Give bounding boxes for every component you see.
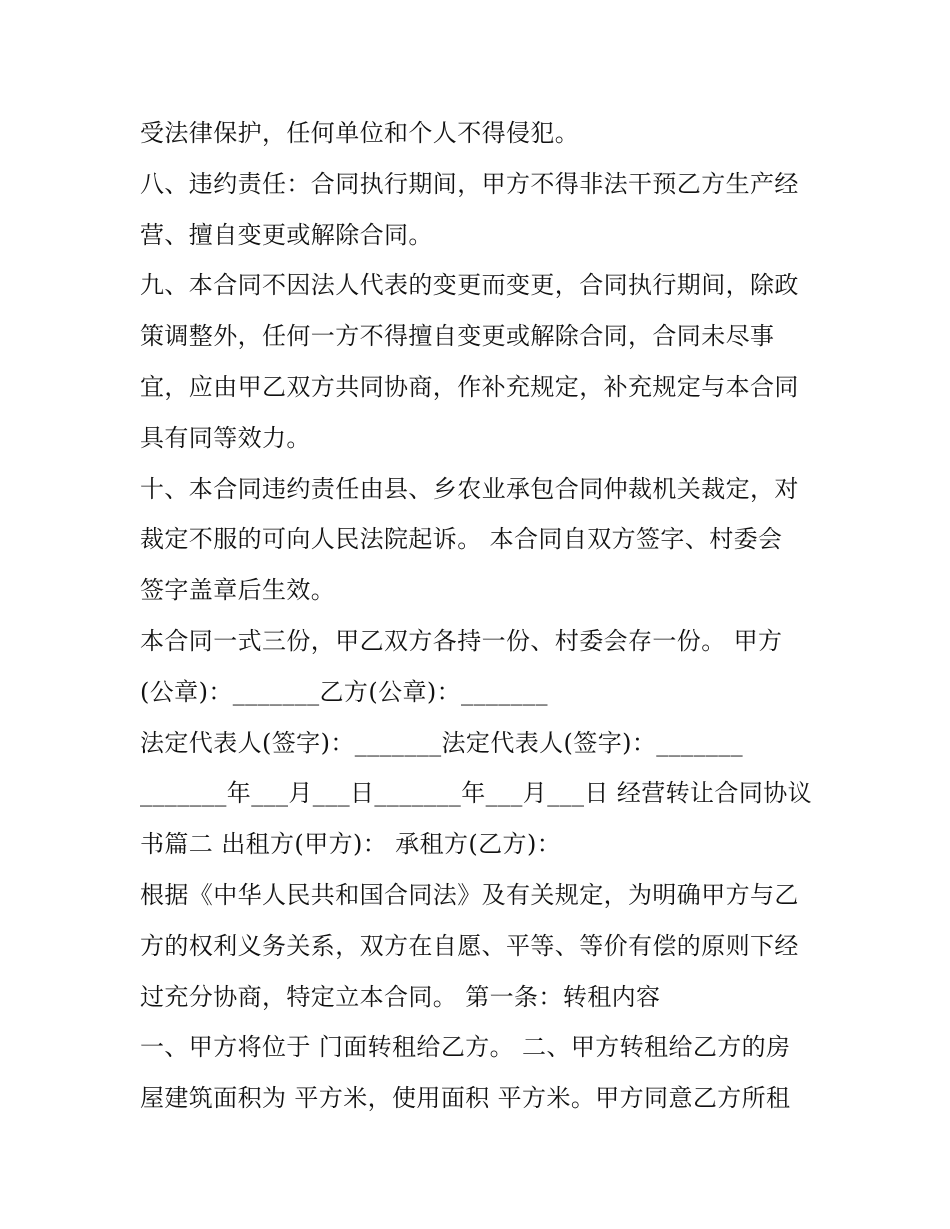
text-line: 八、违约责任：合同执行期间，甲方不得非法干预乙方生产经 [140,169,799,198]
text-line: 营、擅自变更或解除合同。 [140,220,433,249]
text-line: 策调整外，任何一方不得擅自变更或解除合同，合同未尽事 [140,322,775,351]
text-line: 一、甲方将位于 门面转租给乙方。 二、甲方转租给乙方的房 [140,1033,791,1062]
text-line: 裁定不服的可向人民法院起诉。 本合同自双方签字、村委会 [140,525,783,554]
text-line: 本合同一式三份，甲乙双方各持一份、村委会存一份。 甲方 [140,626,783,655]
text-line: 十、本合同违约责任由县、乡农业承包合同仲裁机关裁定，对 [140,474,799,503]
text-line: 根据《中华人民共和国合同法》及有关规定，为明确甲方与乙 [140,880,799,909]
text-line: 过充分协商，特定立本合同。 第一条：转租内容 [140,982,661,1011]
date-line: _______年___月___日_______年___月___日 经营转让合同协议 [140,779,813,808]
text-line: 宜，应由甲乙双方共同协商，作补充规定，补充规定与本合同 [140,372,799,401]
text-line: 受法律保护，任何单位和个人不得侵犯。 [140,119,580,147]
contract-text-body [140,108,820,1124]
text-line: 屋建筑面积为 平方米，使用面积 平方米。甲方同意乙方所租 [140,1084,791,1113]
text-line: 签字盖章后生效。 [140,576,336,605]
text-line: 方的权利义务关系，双方在自愿、平等、等价有偿的原则下经 [140,931,799,960]
signature-line-seal: (公章)：_______乙方(公章)：_______ [140,677,548,706]
section-heading-line: 书篇二 出租方(甲方)： 承租方(乙方)： [140,830,562,859]
text-line: 具有同等效力。 [140,423,311,452]
signature-line-representative: 法定代表人(签字)：_______法定代表人(签字)：_______ [140,728,744,757]
text-line: 九、本合同不因法人代表的变更而变更，合同执行期间，除政 [140,271,799,300]
